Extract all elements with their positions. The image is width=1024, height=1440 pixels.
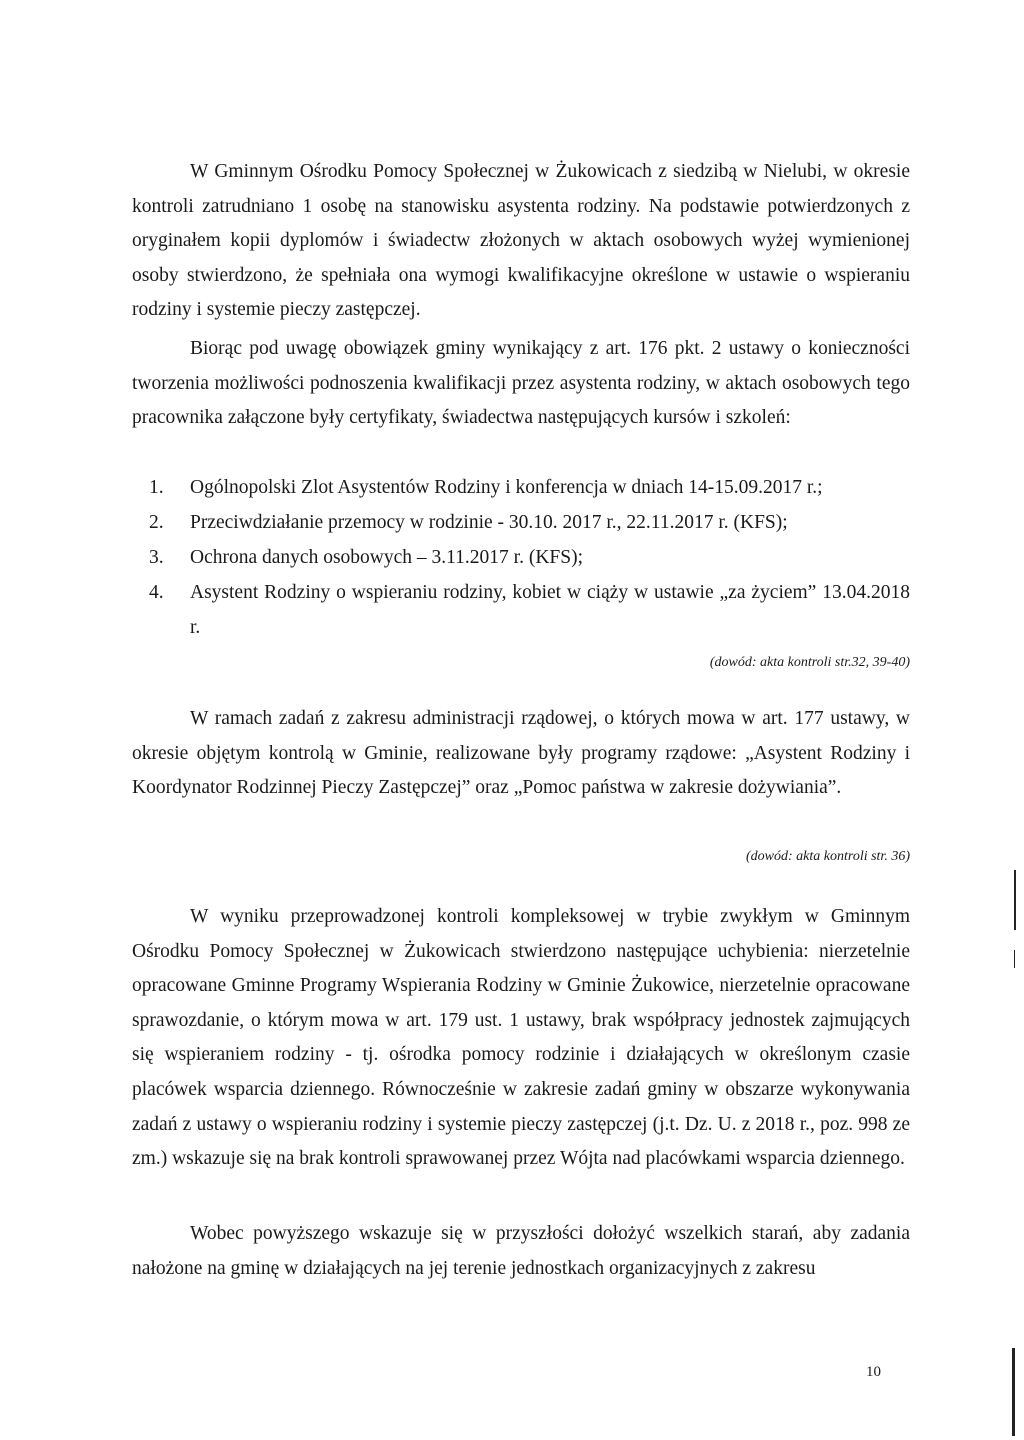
paragraph-recommendation: Wobec powyższego wskazuje się w przyszłości dołożyć wszelkich starań, aby zadania nałożone na gminę w działających na jej terenie jednostkach organizacyjnych z zakresu	[132, 1223, 910, 1279]
paragraph-obligation: Biorąc pod uwagę obowiązek gminy wynikający z art. 176 pkt. 2 ustawy o konieczności tworzenia możliwości podnoszenia kwalifikacji przez asystenta rodziny, w aktach osobowych tego pracownika załączone były certyfikaty, świadectwa następujących kursów i szkoleń:	[132, 338, 910, 429]
evidence-reference: (dowód: akta kontroli str.32, 39-40)	[709, 655, 910, 670]
scan-edge-mark	[1014, 950, 1015, 968]
list-item-number: 3.	[149, 547, 164, 568]
list-item	[132, 470, 910, 505]
paragraph-findings: W wyniku przeprowadzonej kontroli kompleksowej w trybie zwykłym w Gminnym Ośrodku Pomocy Społecznej w Żukowicach stwierdzono następujące uchybienia: nierzetelnie opracowane Gminne Programy Wspierania Rodziny w Gminie Żukowice, nierzetelnie opracowane sprawozdanie, o którym mowa w art. 179 ust. 1 ustawy, brak współpracy jednostek zajmujących się wspieraniem rodziny - tj. ośrodka pomocy rodzinie i działających w określonym czasie placówek wsparcia dziennego. Równocześnie w zakresie zadań gminy w obszarze wykonywania zadań z ustawy o wspieraniu rodziny i systemie pieczy zastępczej (j.t. Dz. U. z 2018 r., poz. 998 ze zm.) wskazuje się na brak kontroli sprawowanej przez Wójta nad placówkami wsparcia dziennego.	[132, 906, 910, 1170]
list-item-number: 4.	[149, 582, 164, 603]
list-item-text: Asystent Rodziny o wspieraniu rodziny, kobiet w ciąży w ustawie „za życiem” 13.04.2018 r.	[190, 582, 910, 638]
scan-edge-mark	[1014, 870, 1016, 930]
list-item-number: 1.	[149, 477, 164, 498]
list-item	[132, 505, 910, 540]
list-item-number: 2.	[149, 512, 164, 533]
list-item-text: Ogólnopolski Zlot Asystentów Rodziny i konferencja w dniach 14-15.09.2017 r.;	[190, 477, 823, 498]
page-number: 10	[866, 1364, 881, 1380]
course-list	[132, 470, 910, 645]
paragraph-staff: W Gminnym Ośrodku Pomocy Społecznej w Żukowicach z siedzibą w Nielubi, w okresie kontroli zatrudniano 1 osobę na stanowisku asystenta rodziny. Na podstawie potwierdzonych z oryginałem kopii dyplomów i świadectw złożonych w aktach osobowych wyżej wymienionej osoby stwierdzono, że spełniała ona wymogi kwalifikacyjne określone w ustawie o wspieraniu rodziny i systemie pieczy zastępczej.	[132, 161, 910, 321]
list-item	[132, 540, 910, 575]
list-item-text: Ochrona danych osobowych – 3.11.2017 r. (KFS);	[190, 547, 584, 568]
paragraph-government-programs: W ramach zadań z zakresu administracji rządowej, o których mowa w art. 177 ustawy, w okresie objętym kontrolą w Gminie, realizowane były programy rządowe: „Asystent Rodziny i Koordynator Rodzinnej Pieczy Zastępczej” oraz „Pomoc państwa w zakresie dożywiania”.	[132, 708, 910, 799]
list-item-text: Przeciwdziałanie przemocy w rodzinie - 30.10. 2017 r., 22.11.2017 r. (KFS);	[190, 512, 788, 533]
evidence-reference: (dowód: akta kontroli str. 36)	[746, 849, 910, 864]
scan-edge-mark	[1012, 1348, 1015, 1436]
list-item	[132, 575, 910, 645]
